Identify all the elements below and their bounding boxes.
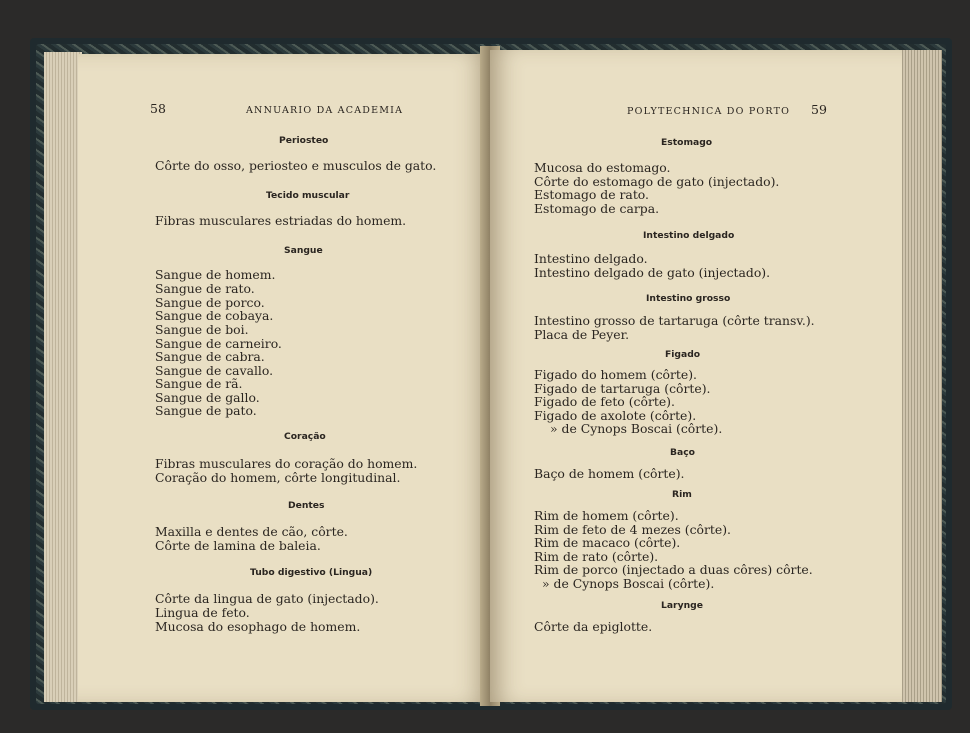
section-heading: Larynge (661, 600, 703, 611)
entry-line: Côrte do osso, periosteo e musculos de gato. (155, 158, 437, 173)
page-edges-left (44, 52, 82, 702)
section-heading: Figado (665, 349, 701, 360)
section-heading: Tubo digestivo (Lingua) (250, 567, 373, 578)
section-heading: Estomago (661, 137, 713, 148)
entry-line: Mucosa do estomago. (534, 160, 671, 175)
entry-line: Figado de axolote (côrte). (534, 408, 697, 423)
entry-line: Sangue de cabra. (155, 349, 265, 364)
section-heading: Periosteo (279, 135, 329, 146)
entry-line: Sangue de cobaya. (155, 308, 274, 323)
entry-line: Figado de feto (côrte). (534, 394, 675, 409)
entry-line: Figado de tartaruga (côrte). (534, 381, 711, 396)
left-page (78, 54, 488, 702)
entry-line: Placa de Peyer. (534, 327, 630, 342)
entry-line: Maxilla e dentes de cão, côrte. (155, 524, 348, 539)
entry-line: Sangue de gallo. (155, 390, 260, 405)
section-heading: Baço (670, 447, 695, 458)
entry-line: Baço de homem (côrte). (534, 466, 685, 481)
entry-line: Estomago de carpa. (534, 201, 660, 216)
section-heading: Sangue (284, 245, 323, 256)
section-heading: Intestino delgado (643, 230, 735, 241)
entry-line: Rim de homem (côrte). (534, 508, 679, 523)
entry-line: Intestino grosso de tartaruga (côrte transv.). (534, 313, 815, 328)
entry-line: Figado do homem (côrte). (534, 367, 697, 382)
entry-line: Sangue de carneiro. (155, 336, 282, 351)
entry-line: Côrte do estomago de gato (injectado). (534, 174, 780, 189)
running-head: ANNUARIO DA ACADEMIA (246, 105, 404, 116)
section-heading: Rim (672, 489, 692, 500)
entry-line: Rim de feto de 4 mezes (côrte). (534, 522, 731, 537)
section-heading: Dentes (288, 500, 325, 511)
entry-line: Côrte de lamina de baleia. (155, 538, 321, 553)
section-heading: Tecido muscular (266, 190, 350, 201)
entry-line: Fibras musculares do coração do homem. (155, 456, 418, 471)
entry-line: Coração do homem, côrte longitudinal. (155, 470, 401, 485)
entry-line: Lingua de feto. (155, 605, 250, 620)
entry-line: Sangue de pato. (155, 403, 257, 418)
entry-line: Fibras musculares estriadas do homem. (155, 213, 407, 228)
entry-line: Intestino delgado. (534, 251, 648, 266)
entry-line: Sangue de cavallo. (155, 363, 274, 378)
entry-line: Sangue de rato. (155, 281, 255, 296)
entry-line: Mucosa do esophago de homem. (155, 619, 361, 634)
right-page (490, 50, 902, 702)
entry-line: Côrte da lingua de gato (injectado). (155, 591, 379, 606)
entry-line: Rim de macaco (côrte). (534, 535, 681, 550)
running-head: POLYTECHNICA DO PORTO (627, 106, 791, 117)
entry-line: Sangue de porco. (155, 295, 265, 310)
entry-line: Sangue de boi. (155, 322, 249, 337)
entry-line: Rim de porco (injectado a duas côres) côrte. (534, 562, 813, 577)
entry-line: Sangue de rã. (155, 376, 243, 391)
entry-line: » de Cynops Boscai (côrte). (550, 421, 723, 436)
section-heading: Coração (284, 431, 326, 442)
page-number: 59 (811, 102, 827, 117)
page-edges-right (900, 50, 942, 702)
entry-line: Rim de rato (côrte). (534, 549, 659, 564)
entry-line: Estomago de rato. (534, 187, 649, 202)
section-heading: Intestino grosso (646, 293, 731, 304)
entry-line: Sangue de homem. (155, 267, 276, 282)
entry-line: » de Cynops Boscai (côrte). (542, 576, 715, 591)
entry-line: Côrte da epiglotte. (534, 619, 653, 634)
page-number: 58 (150, 101, 166, 116)
entry-line: Intestino delgado de gato (injectado). (534, 265, 771, 280)
